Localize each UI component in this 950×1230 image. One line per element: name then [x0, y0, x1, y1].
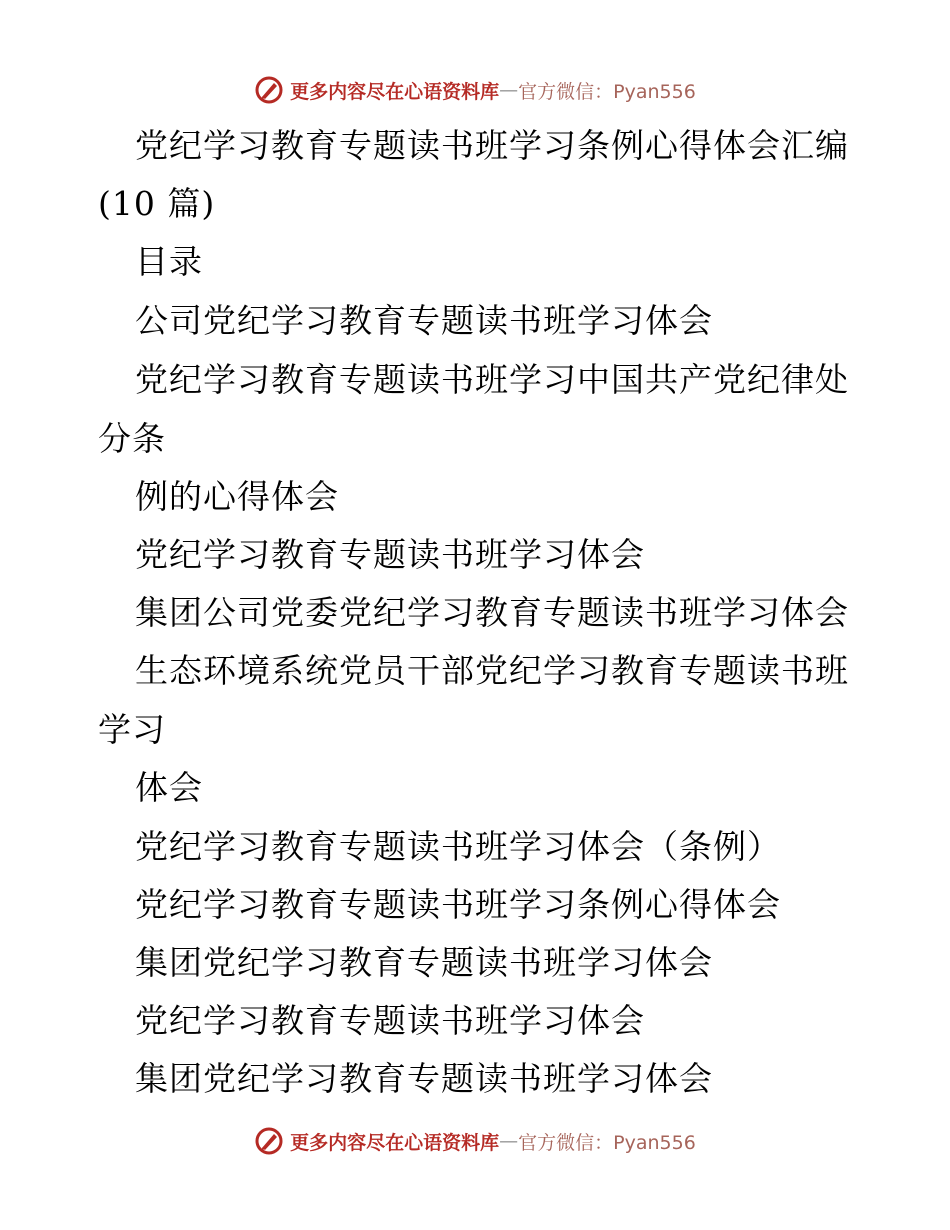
- toc-item: 党纪学习教育专题读书班学习体会: [135, 535, 645, 574]
- toc-heading: 目录: [135, 242, 203, 281]
- header-banner: [0, 70, 950, 110]
- toc-item: 集团党纪学习教育专题读书班学习体会: [135, 1059, 713, 1098]
- banner-wechat: 官方微信：Pyan556: [518, 1131, 696, 1154]
- document-title: 党纪学习教育专题读书班学习条例心得体会汇编: [135, 126, 849, 165]
- banner-slogan: 更多内容尽在心语资料库: [290, 80, 500, 103]
- toc-item: 例的心得体会: [135, 477, 339, 516]
- pen-logo-icon: [254, 75, 284, 105]
- toc-item: 党纪学习教育专题读书班学习体会（条例）: [135, 827, 781, 866]
- toc-item: 党纪学习教育专题读书班学习中国共产党纪律处: [135, 360, 849, 399]
- toc-item: 学习: [98, 710, 166, 749]
- banner-separator: —: [499, 79, 519, 101]
- banner-slogan: 更多内容尽在心语资料库: [290, 1131, 500, 1154]
- footer-banner: [0, 1121, 950, 1161]
- toc-item: 分条: [98, 419, 166, 458]
- toc-item: 集团公司党委党纪学习教育专题读书班学习体会: [135, 593, 849, 632]
- banner-separator: —: [499, 1130, 519, 1152]
- toc-item: 集团党纪学习教育专题读书班学习体会: [135, 943, 713, 982]
- banner-wechat: 官方微信：Pyan556: [518, 80, 696, 103]
- pen-logo-icon: [254, 1126, 284, 1156]
- toc-item: 体会: [135, 768, 203, 807]
- document-title-count: (10 篇): [98, 184, 216, 223]
- toc-item: 党纪学习教育专题读书班学习体会: [135, 1001, 645, 1040]
- toc-item: 公司党纪学习教育专题读书班学习体会: [135, 301, 713, 340]
- toc-item: 党纪学习教育专题读书班学习条例心得体会: [135, 885, 781, 924]
- toc-item: 生态环境系统党员干部党纪学习教育专题读书班: [135, 651, 849, 690]
